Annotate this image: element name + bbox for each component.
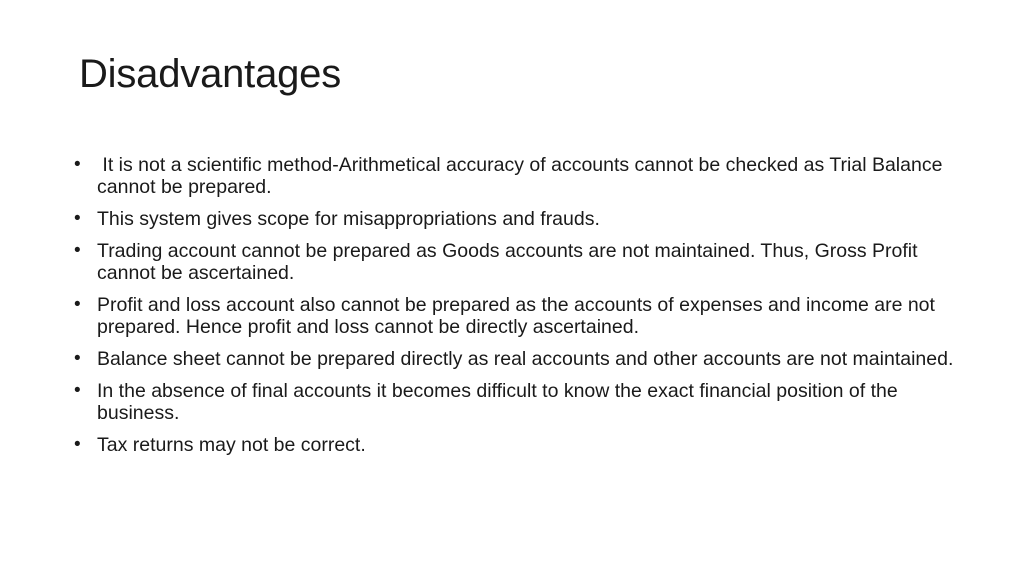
bullet-text: This system gives scope for misappropriations and frauds.: [97, 208, 600, 230]
bullet-item-7: [74, 434, 954, 456]
bullet-text: Tax returns may not be correct.: [97, 434, 366, 456]
bullet-item-1: [74, 154, 954, 198]
bullet-item-6: [74, 380, 954, 424]
bullet-item-3: [74, 240, 954, 284]
bullet-point-icon: •: [74, 208, 81, 229]
bullet-point-icon: •: [74, 240, 81, 261]
bullet-point-icon: •: [74, 380, 81, 401]
bullet-point-icon: •: [74, 348, 81, 369]
bullet-item-4: [74, 294, 954, 338]
bullet-text: In the absence of final accounts it becomes difficult to know the exact financial position of the business.: [97, 380, 898, 424]
bullet-list: [74, 154, 954, 466]
bullet-point-icon: •: [74, 154, 81, 175]
bullet-point-icon: •: [74, 294, 81, 315]
bullet-text: Balance sheet cannot be prepared directly as real accounts and other accounts are not maintained.: [97, 348, 954, 370]
bullet-text: It is not a scientific method-Arithmetical accuracy of accounts cannot be checked as Trial Balance cannot be prepared.: [97, 154, 948, 198]
bullet-item-2: [74, 208, 954, 230]
bullet-text: Profit and loss account also cannot be prepared as the accounts of expenses and income are not prepared. Hence profit and loss cannot be directly ascertained.: [97, 294, 935, 338]
slide-title: Disadvantages: [79, 52, 342, 96]
bullet-item-5: [74, 348, 954, 370]
bullet-text: Trading account cannot be prepared as Goods accounts are not maintained. Thus, Gross Profit cannot be ascertained.: [97, 240, 918, 284]
bullet-point-icon: •: [74, 434, 81, 455]
